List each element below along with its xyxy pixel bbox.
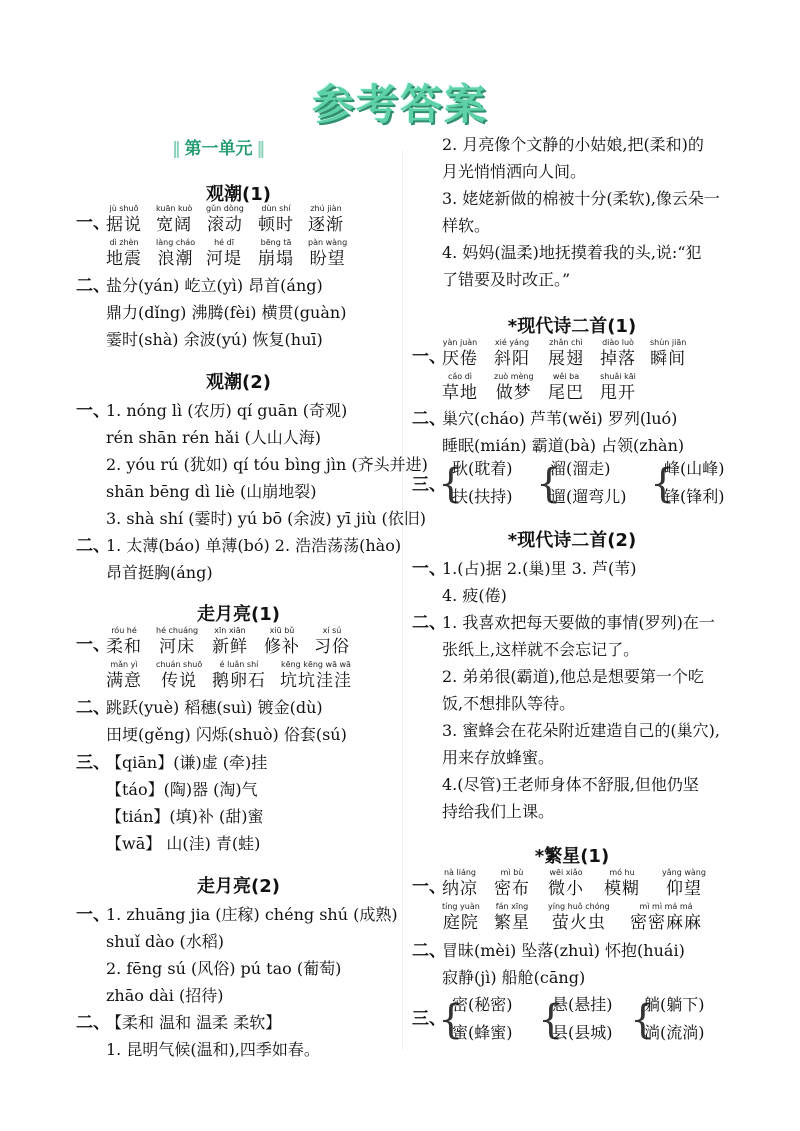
answer-line: 2. 月亮像个文静的小姑娘,把(柔和)的 [442,135,704,154]
answer-line: 【柔和 温和 温柔 柔软】 [106,1013,282,1032]
q-label: 一、 [76,905,110,925]
q-label: 三、 [412,475,446,495]
answer-line: 冒昧(mèi) 坠落(zhuì) 怀抱(huái) [442,941,685,960]
q-label: 二、 [76,536,110,556]
q-label: 一、 [76,401,110,421]
answer-line: 田埂(gěng) 闪烁(shuò) 俗套(sú) [106,725,347,744]
q-label: 二、 [412,613,446,633]
column-divider [402,150,403,1050]
answer-line: 巢穴(cháo) 芦苇(wěi) 罗列(luó) [442,409,678,428]
q-label: 三、 [412,1009,446,1029]
answer-line: shān bēng dì liè (山崩地裂) [106,482,317,501]
answer-line: 1. 昆明气候(温和),四季如春。 [106,1040,320,1059]
answer-line: 寂静(jì) 船舱(cāng) [442,968,586,987]
answer-line: 饭,不想排队等待。 [442,694,576,713]
q-label: 二、 [76,276,110,296]
section-heading: 观潮(2) [206,372,271,393]
answer-line: 跳跃(yuè) 稻穗(suì) 镀金(dù) [106,698,323,717]
section-heading: 观潮(1) [206,184,271,205]
unit-badge: ‖ 第一单元 ‖ [172,139,265,159]
q-label: 二、 [412,409,446,429]
section-heading: 走月亮(2) [197,876,280,897]
answer-line: 4. 疲(倦) [442,586,507,605]
answer-line: shuǐ dào (水稻) [106,932,225,951]
page-title: 参考答案 [311,80,488,129]
answer-line: rén shān rén hǎi (人山人海) [106,428,321,447]
answer-line: zhāo dài (招待) [106,986,224,1005]
answer-line: 盐分(yán) 屹立(yì) 昂首(áng) [106,276,323,295]
answer-line: 睡眠(mián) 霸道(bà) 占领(zhàn) [442,436,685,455]
answer-line: 1. 我喜欢把每天要做的事情(罗列)在一 [442,613,715,632]
answer-line: 月光悄悄洒向人间。 [442,162,587,181]
answer-line: 1. nóng lì (农历) qí guān (奇观) [106,401,348,420]
answer-line: 【wā】 山(洼) 青(蛙) [106,834,261,853]
section-heading: *繁星(1) [534,846,610,867]
q-label: 一、 [76,635,110,655]
answer-line: 张纸上,这样就不会忘记了。 [442,640,640,659]
section-heading: 走月亮(1) [197,604,280,625]
section-heading: *现代诗二首(2) [507,530,637,551]
answer-line: 2. fēng sú (风俗) pú tao (葡萄) [106,959,342,978]
answer-line: 2. yóu rú (犹如) qí tóu bìng jìn (齐头并进) [106,455,428,474]
q-label: 一、 [412,877,446,897]
answer-line: 了错要及时改正。” [442,270,571,289]
answer-line: 3. shà shí (霎时) yú bō (余波) yī jiù (依旧) [106,509,426,528]
answer-line: 用来存放蜂蜜。 [442,748,555,767]
answer-line: 【táo】(陶)器 (淘)气 [106,780,258,799]
answer-line: 4.(尽管)王老师身体不舒服,但他仍坚 [442,775,699,794]
answer-line: 4. 妈妈(温柔)地抚摸着我的头,说:“犯 [442,243,702,262]
answer-line: 2. 弟弟很(霸道),他总是想要第一个吃 [442,667,704,686]
answer-line: 昂首挺胸(áng) [106,563,213,582]
answer-line: 样软。 [442,216,491,235]
unit-title: 第一单元 [184,139,253,159]
section-heading: *现代诗二首(1) [507,316,637,337]
answer-line: 持给我们上课。 [442,802,555,821]
answer-line: 3. 蜜蜂会在花朵附近建造自己的(巢穴), [442,721,720,740]
answer-line: 鼎力(dǐng) 沸腾(fèi) 横贯(guàn) [106,303,347,322]
answer-line: 1.(占)据 2.(巢)里 3. 芦(苇) [442,559,637,578]
answer-line: 霎时(shà) 余波(yú) 恢复(huī) [106,330,323,349]
q-label: 二、 [76,1013,110,1033]
q-label: 二、 [412,941,446,961]
q-label: 一、 [76,213,110,233]
answer-line: 3. 姥姥新做的棉被十分(柔软),像云朵一 [442,189,720,208]
answer-line: 1. zhuāng jia (庄稼) chéng shú (成熟) [106,905,398,924]
answer-line: 【tián】(填)补 (甜)蜜 [106,807,264,826]
answer-line: 【qiān】(谦)虚 (牵)挂 [106,753,268,772]
q-label: 一、 [412,559,446,579]
answer-line: 1. 太薄(báo) 单薄(bó) 2. 浩浩荡荡(hào) [106,536,402,555]
q-label: 一、 [412,347,446,367]
q-label: 二、 [76,698,110,718]
q-label: 三、 [76,753,110,773]
